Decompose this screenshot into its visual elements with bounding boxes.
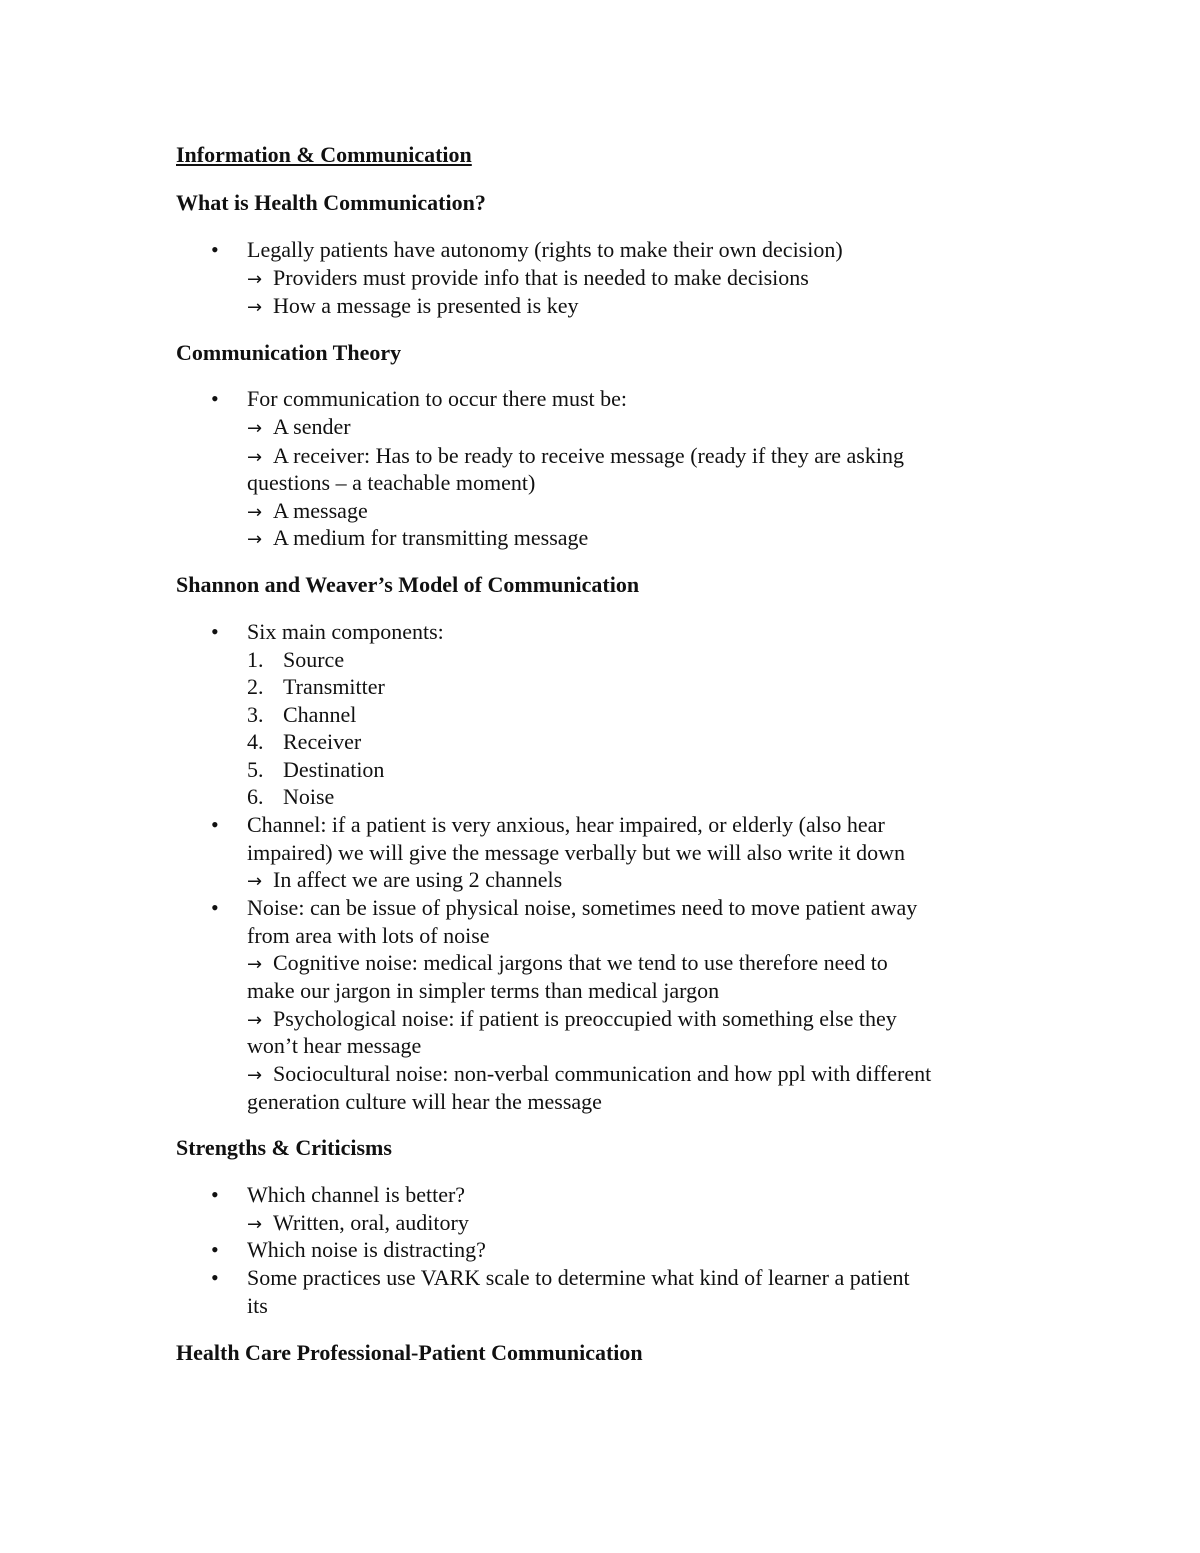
numbered-item: Receiver	[283, 729, 362, 754]
section-heading-shannon-weaver: Shannon and Weaver’s Model of Communication	[176, 572, 640, 597]
list-number: 2.	[247, 674, 264, 699]
list-item	[247, 292, 578, 322]
list-item: its	[247, 1293, 268, 1318]
bullet-icon: •	[211, 1237, 219, 1262]
list-item: make our jargon in simpler terms than medical jargon	[247, 978, 720, 1003]
list-item: won’t hear message	[247, 1033, 422, 1058]
numbered-item: Noise	[283, 784, 335, 809]
page-title: Information & Communication	[176, 142, 472, 167]
list-item	[247, 1005, 897, 1035]
list-item: Noise: can be issue of physical noise, sometimes need to move patient away	[247, 895, 918, 920]
section-heading-strengths-criticisms: Strengths & Criticisms	[176, 1135, 392, 1160]
bullet-icon: •	[211, 895, 219, 920]
numbered-item: Source	[283, 647, 345, 672]
list-item-text: A receiver: Has to be ready to receive message (ready if they are asking	[273, 443, 904, 468]
list-item: Which channel is better?	[247, 1182, 466, 1207]
list-item: Legally patients have autonomy (rights to make their own decision)	[247, 237, 843, 262]
bullet-icon: •	[211, 237, 219, 262]
bullet-icon: •	[211, 1265, 219, 1290]
list-item-text: Sociocultural noise: non-verbal communication and how ppl with different	[273, 1061, 932, 1086]
list-item-text: A medium for transmitting message	[273, 525, 589, 550]
list-item: from area with lots of noise	[247, 923, 490, 948]
bullet-icon: •	[211, 1182, 219, 1207]
list-item-text: Psychological noise: if patient is preoccupied with something else they	[273, 1006, 897, 1031]
numbered-item: Destination	[283, 757, 385, 782]
list-item-text: Cognitive noise: medical jargons that we tend to use therefore need to	[273, 950, 888, 975]
section-heading-communication-theory: Communication Theory	[176, 340, 402, 365]
list-item	[247, 524, 588, 554]
list-item	[247, 442, 904, 472]
list-item-text: In affect we are using 2 channels	[273, 867, 563, 892]
list-item	[247, 264, 809, 294]
list-item: impaired) we will give the message verbally but we will also write it down	[247, 840, 906, 865]
arrow-icon: →	[247, 954, 263, 975]
numbered-item: Channel	[283, 702, 357, 727]
list-number: 6.	[247, 784, 264, 809]
list-item	[247, 949, 888, 979]
arrow-icon: →	[247, 871, 263, 892]
arrow-icon: →	[247, 1214, 263, 1235]
list-number: 3.	[247, 702, 264, 727]
arrow-icon: →	[247, 502, 263, 523]
list-item-text: How a message is presented is key	[273, 293, 579, 318]
list-item: Some practices use VARK scale to determine what kind of learner a patient	[247, 1265, 910, 1290]
list-number: 5.	[247, 757, 264, 782]
bullet-icon: •	[211, 386, 219, 411]
list-item	[247, 1209, 469, 1239]
arrow-icon: →	[247, 418, 263, 439]
list-item	[247, 866, 562, 896]
list-number: 1.	[247, 647, 264, 672]
list-item-text: A message	[273, 498, 368, 523]
arrow-icon: →	[247, 529, 263, 550]
list-item	[247, 1060, 931, 1090]
list-item-text: A sender	[273, 414, 351, 439]
numbered-item: Transmitter	[283, 674, 385, 699]
list-item: Six main components:	[247, 619, 444, 644]
list-item: Which noise is distracting?	[247, 1237, 486, 1262]
list-item-text: Written, oral, auditory	[273, 1210, 469, 1235]
bullet-icon: •	[211, 619, 219, 644]
list-item: generation culture will hear the message	[247, 1089, 602, 1114]
arrow-icon: →	[247, 1065, 263, 1086]
list-item	[247, 497, 368, 527]
list-item	[247, 413, 351, 443]
list-item-text: Providers must provide info that is needed to make decisions	[273, 265, 809, 290]
section-heading-health-communication: What is Health Communication?	[176, 190, 486, 215]
bullet-icon: •	[211, 812, 219, 837]
list-item: For communication to occur there must be:	[247, 386, 628, 411]
section-heading-hcp-patient-communication: Health Care Professional-Patient Communication	[176, 1340, 643, 1365]
arrow-icon: →	[247, 297, 263, 318]
arrow-icon: →	[247, 269, 263, 290]
list-number: 4.	[247, 729, 264, 754]
arrow-icon: →	[247, 1010, 263, 1031]
arrow-icon: →	[247, 447, 263, 468]
list-item: questions – a teachable moment)	[247, 470, 536, 495]
list-item: Channel: if a patient is very anxious, hear impaired, or elderly (also hear	[247, 812, 885, 837]
